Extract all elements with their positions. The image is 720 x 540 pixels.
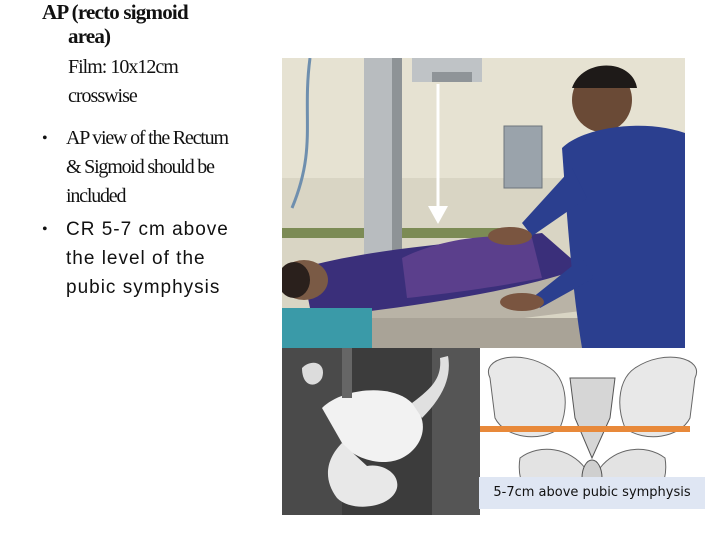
bullet-text: included <box>66 185 126 207</box>
slide-title-line-1: AP (recto sigmoid <box>42 0 188 24</box>
bullet-text: & Sigmoid should be <box>66 156 214 178</box>
bullet-icon: • <box>42 130 48 147</box>
film-orientation-line: crosswise <box>68 85 137 107</box>
bullet-item-ap-view <box>42 124 282 211</box>
bullet-text: pubic symphysis <box>66 277 221 298</box>
bullet-text: the level of the <box>66 248 206 269</box>
bullet-item-central-ray <box>42 215 282 302</box>
bullet-icon: • <box>42 221 48 238</box>
film-size-line: Film: 10x12cm <box>68 56 178 78</box>
bullet-text: AP view of the Rectum <box>66 127 228 149</box>
patient-positioning-photo <box>282 58 685 348</box>
bullet-list <box>42 124 282 302</box>
bullet-text: CR 5-7 cm above <box>66 219 229 240</box>
barium-enema-radiograph <box>282 348 480 515</box>
slide-text <box>42 0 282 302</box>
slide-title-line-2: area) <box>68 24 111 48</box>
pelvis-caption: 5-7cm above pubic symphysis <box>479 477 705 509</box>
